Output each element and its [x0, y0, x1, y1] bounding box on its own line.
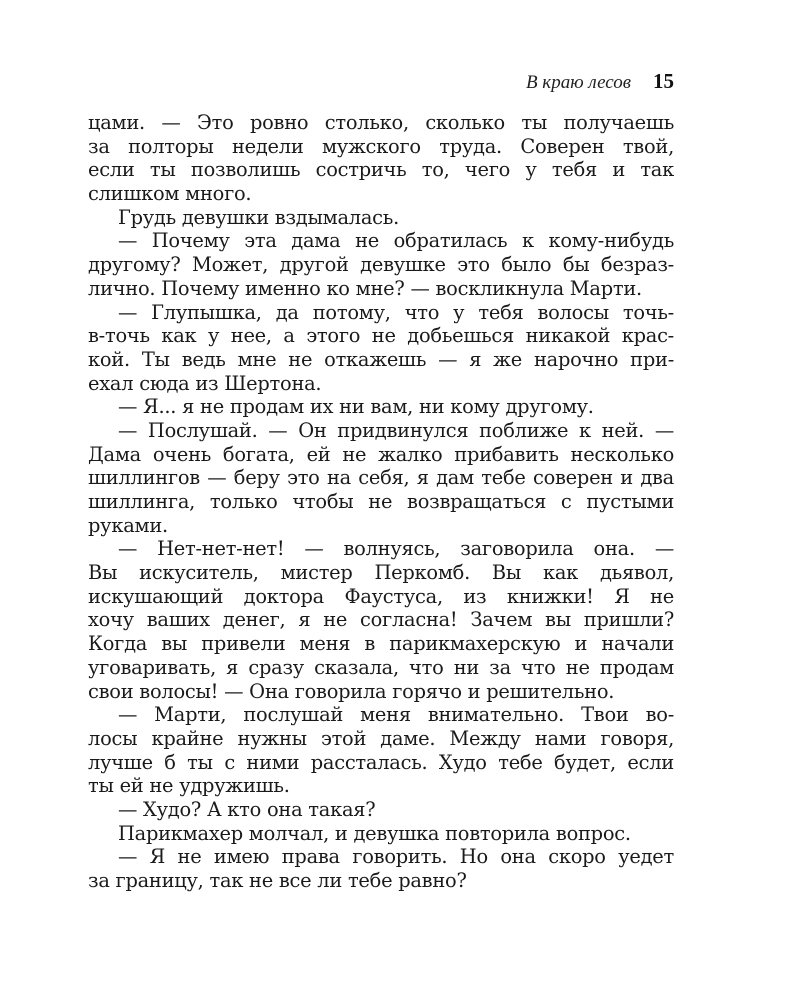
text-line: — Глупышка, да потому, что у тебя волосы точь- [118, 300, 674, 324]
text-line: — Почему эта дама не обратилась к кому-нибудь [118, 229, 674, 253]
body-text [88, 111, 674, 893]
text-line: цами. — Это ровно столько, сколько ты получаешь [88, 111, 674, 134]
text-line: — Марти, послушай меня внимательно. Твои во- [118, 703, 674, 727]
text-line: — Худо? А кто она такая? [118, 797, 376, 821]
text-line: лосы крайне нужны этой даме. Между нами говоря, [88, 726, 674, 750]
text-line: шиллингов — беру это на себя, я дам тебе соверен и два [88, 466, 674, 490]
text-line: Парикмахер молчал, и девушка повторила вопрос. [118, 821, 631, 845]
text-line: Когда вы привели меня в парикмахерскую и начали [88, 632, 674, 656]
text-line: шиллинга, только чтобы не возвращаться с пустыми [88, 490, 674, 513]
text-line: ты ей не удружишь. [88, 774, 290, 798]
running-head [526, 69, 674, 94]
text-line: лично. Почему именно ко мне? — воскликнула Марти. [88, 276, 642, 300]
text-line: в-точь как у нее, а этого не добьешься никакой крас- [88, 324, 674, 348]
text-line: кой. Ты ведь мне не откажешь — я же нарочно при- [88, 347, 674, 371]
text-line: Дама очень богата, ей не жалко прибавить несколько [88, 442, 674, 466]
text-line: — Послушай. — Он придвинулся поближе к ней. — [118, 418, 674, 442]
text-line: искушающий доктора Фаустуса, из книжки! Я не [88, 584, 674, 608]
text-line: руками. [88, 513, 168, 537]
text-line: если ты позволишь состричь то, чего у тебя и так [88, 158, 674, 182]
running-title: В краю лесов [525, 72, 631, 93]
text-line: ехал сюда из Шертона. [88, 371, 322, 395]
text-line: — Я... я не продам их ни вам, ни кому другому. [118, 395, 594, 419]
text-line: Вы искуситель, мистер Перкомб. Вы как дьявол, [88, 561, 674, 585]
text-line: — Нет-нет-нет! — волнуясь, заговорила она. — [118, 537, 674, 561]
text-line: другому? Может, другой девушке это было бы безраз- [88, 253, 674, 277]
text-line: за полторы недели мужского труда. Соверен твой, [88, 134, 674, 158]
text-line: Грудь девушки вздымалась. [118, 205, 400, 229]
text-line: за границу, так не все ли тебе равно? [88, 869, 467, 892]
text-line: слишком много. [88, 182, 252, 206]
text-line: свои волосы! — Она говорила горячо и решительно. [88, 679, 615, 703]
text-line: уговаривать, я сразу сказала, что ни за что не продам [88, 655, 674, 679]
text-line: хочу ваших денег, я не согласна! Зачем вы пришли? [88, 608, 674, 632]
page-number: 15 [653, 69, 674, 93]
text-line: лучше б ты с ними рассталась. Худо тебе будет, если [88, 750, 674, 774]
text-line: — Я не имею права говорить. Но она скоро уедет [118, 845, 674, 869]
